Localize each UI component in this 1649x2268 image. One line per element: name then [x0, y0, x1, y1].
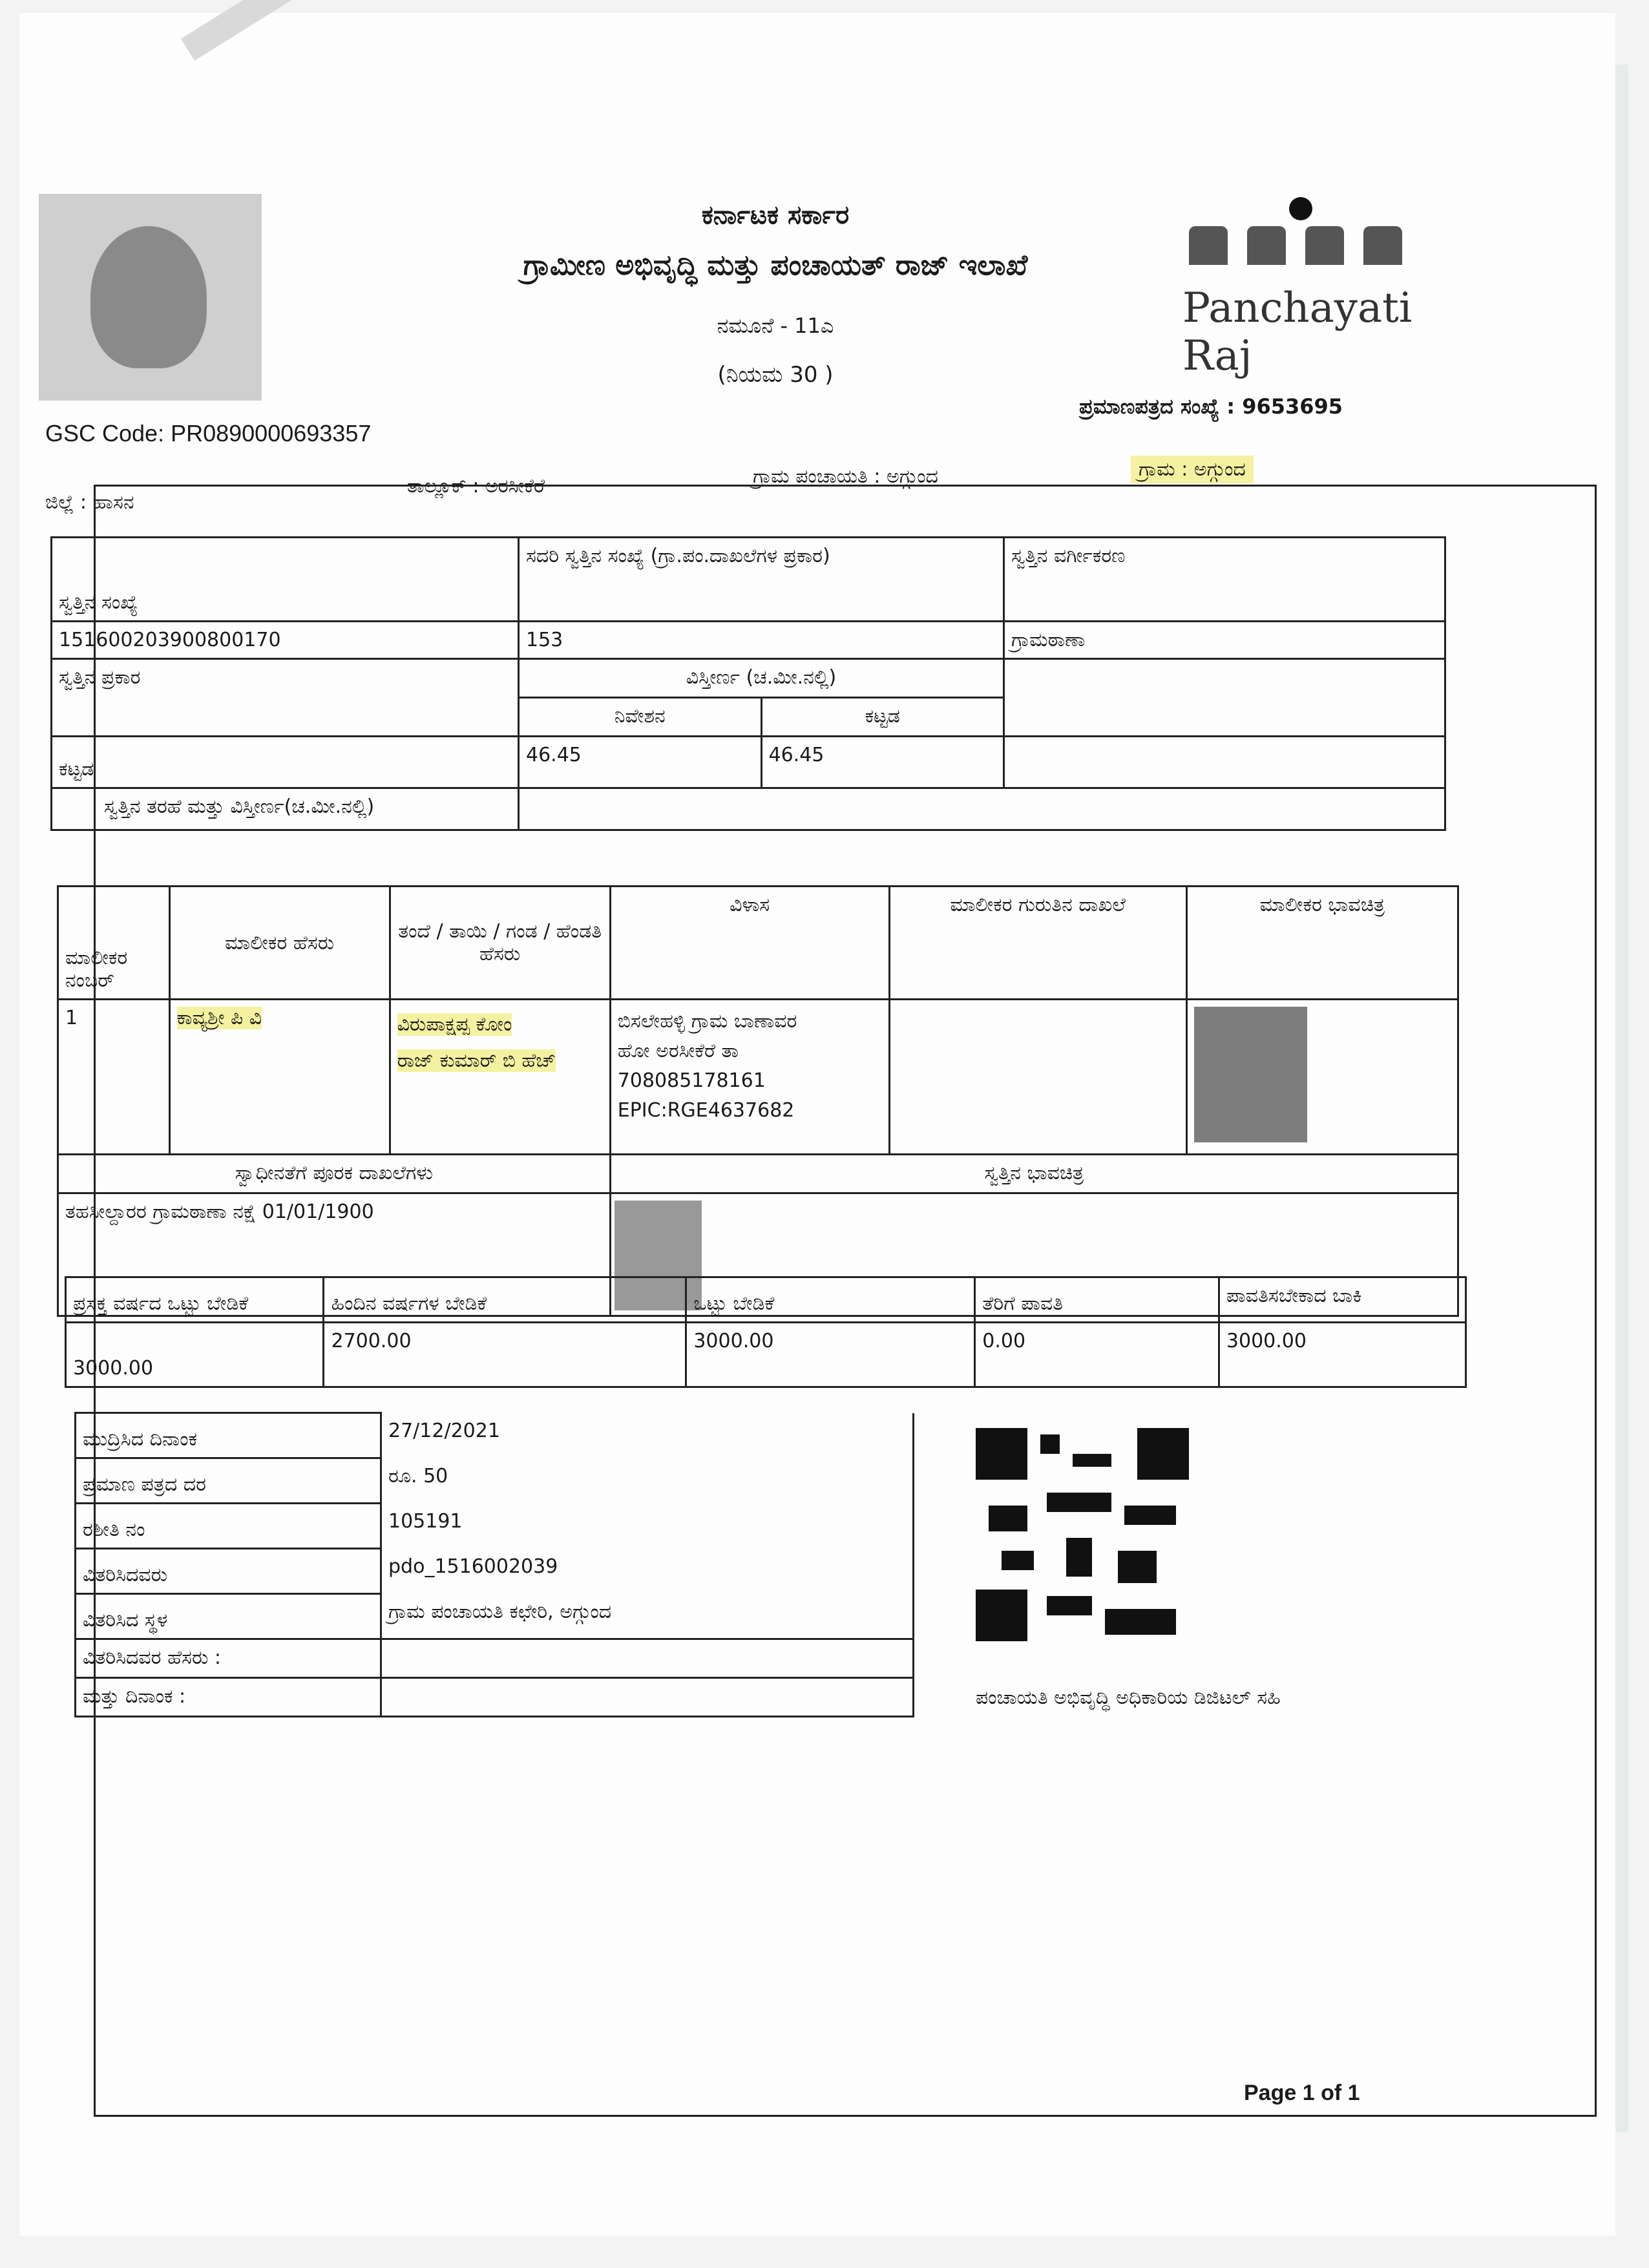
issue-value: pdo_1516002039 — [381, 1549, 914, 1594]
class-label: ಸ್ವತ್ತಿನ ವರ್ಗೀಕರಣ — [1004, 538, 1445, 622]
owner-photo-header: ಮಾಲೀಕರ ಭಾವಚಿತ್ರ — [1186, 887, 1458, 1000]
owner-epic: EPIC:RGE4637682 — [617, 1099, 795, 1122]
address-line-1: ಬಿಸಲೇಹಳ್ಳಿ ಗ್ರಾಮ ಬಾಣಾವರ — [617, 1010, 797, 1033]
gram-panchayat: ಗ್ರಾಮ ಪಂಚಾಯತಿ : ಅಗ್ಗುಂದ — [753, 465, 938, 488]
issue-value: 105191 — [381, 1504, 914, 1549]
owner-table — [57, 885, 1459, 1317]
property-no-value: 151600203900800170 — [52, 622, 519, 659]
page-number: Page 1 of 1 — [1244, 2081, 1360, 2105]
qr-code — [976, 1428, 1189, 1641]
certificate-number: ಪ್ರಮಾಣಪತ್ರದ ಸಂಖ್ಯೆ : 9653695 — [1079, 394, 1343, 419]
tax-header-current: ಪ್ರಸಕ್ತ ವರ್ಷದ ಒಟ್ಟು ಬೇಡಿಕೆ — [66, 1277, 324, 1323]
relation-header: ತಂದೆ / ತಾಯಿ / ಗಂಡ / ಹೆಂಡತಿ ಹೆಸರು — [390, 887, 610, 1000]
owner-no-header: ಮಾಲೀಕರ ನಂಬರ್ — [58, 887, 170, 1000]
form-number: ನಮೂನೆ - 11ಎ — [717, 313, 834, 338]
sadari-value: 153 — [519, 622, 1004, 659]
possession-value: ತಹಸೀಲ್ದಾರರ ಗ್ರಾಮಠಾಣಾ ನಕ್ಷೆ 01/01/1900 — [58, 1193, 611, 1316]
tax-previous: 2700.00 — [324, 1323, 686, 1387]
tax-table — [65, 1276, 1467, 1388]
building-label: ಕಟ್ಟಡ — [761, 698, 1004, 737]
relation-line-2: ರಾಜ್ ಕುಮಾರ್ ಬಿ ಹೆಚ್ — [397, 1049, 556, 1072]
tax-header-total: ಒಟ್ಟು ಬೇಡಿಕೆ — [686, 1277, 975, 1323]
issue-table — [74, 1412, 914, 1717]
area-label: ವಿಸ್ತೀರ್ಣ (ಚ.ಮೀ.ನಲ್ಲಿ) — [519, 659, 1004, 698]
owner-photo-cell — [1186, 1000, 1458, 1155]
tax-total: 3000.00 — [686, 1323, 975, 1387]
issue-value: 27/12/2021 — [381, 1413, 914, 1458]
site-label: ನಿವೇಶನ — [519, 698, 762, 737]
taluk: ತಾಲ್ಲೂಕ್ : ಅರಸೀಕೆರೆ — [407, 475, 545, 498]
property-no-label: ಸ್ವತ್ತಿನ ಸಂಖ್ಯೆ — [52, 538, 519, 622]
digital-signature-note: ಪಂಚಾಯತಿ ಅಭಿವೃದ್ಧಿ ಅಧಿಕಾರಿಯ ಡಿಜಿಟಲ್ ಸಹಿ — [976, 1686, 1281, 1709]
site-value: 46.45 — [519, 737, 762, 788]
issue-label: ವಿತರಿಸಿದವರು — [76, 1549, 381, 1594]
gsc-code: GSC Code: PR0890000693357 — [45, 420, 372, 446]
tax-header-balance: ಪಾವತಿಸಬೇಕಾದ ಬಾಕಿ — [1219, 1277, 1465, 1323]
karnataka-emblem-icon — [39, 194, 262, 401]
id-doc-header: ಮಾಲೀಕರ ಗುರುತಿನ ದಾಖಲೆ — [889, 887, 1186, 1000]
issue-label: ಮುದ್ರಿಸಿದ ದಿನಾಂಕ — [76, 1413, 381, 1458]
owner-number: 1 — [58, 1000, 170, 1155]
owner-name: ಕಾವ್ಯಶ್ರೀ ಪಿ ವಿ — [176, 1007, 262, 1029]
relation-line-1: ವಿರುಪಾಕ್ಷಪ್ಪ ಕೋಂ — [397, 1013, 512, 1036]
property-type-label: ಸ್ವತ್ತಿನ ಪ್ರಕಾರ — [52, 659, 519, 737]
address-header: ವಿಳಾಸ — [610, 887, 889, 1000]
possession-label: ಸ್ವಾಧೀನತೆಗೆ ಪೂರಕ ದಾಖಲೆಗಳು — [58, 1155, 611, 1193]
dept-title: ಗ್ರಾಮೀಣ ಅಭಿವೃದ್ಧಿ ಮತ್ತು ಪಂಚಾಯತ್ ರಾಜ್ ಇಲಾಖೆ — [523, 249, 1028, 282]
empty-cell — [381, 1678, 914, 1717]
tax-header-paid: ತೆರಿಗೆ ಪಾವತಿ — [975, 1277, 1219, 1323]
property-table — [50, 536, 1446, 831]
sadari-label: ಸದರಿ ಸ್ವತ್ತಿನ ಸಂಖ್ಯೆ (ಗ್ರಾ.ಪಂ.ದಾಖಲೆಗಳ ಪ್ರಕಾರ) — [519, 538, 1004, 622]
owner-name-header: ಮಾಲೀಕರ ಹೆಸರು — [169, 887, 390, 1000]
class-value: ಗ್ರಾಮಠಾಣಾ — [1004, 622, 1445, 659]
tax-balance: 3000.00 — [1219, 1323, 1465, 1387]
tax-header-previous: ಹಿಂದಿನ ವರ್ಷಗಳ ಬೇಡಿಕೆ — [324, 1277, 686, 1323]
village: ಗ್ರಾಮ : ಅಗ್ಗುಂದ — [1131, 456, 1254, 483]
govt-title: ಕರ್ನಾಟಕ ಸರ್ಕಾರ — [701, 200, 850, 230]
tax-current: 3000.00 — [66, 1323, 324, 1387]
logo-text: Panchayati Raj — [1182, 284, 1413, 380]
id-doc-value — [889, 1000, 1186, 1155]
building-value: 46.45 — [761, 737, 1004, 788]
property-photo-label: ಸ್ವತ್ತಿನ ಭಾವಚಿತ್ರ — [610, 1155, 1458, 1193]
address-line-2: ಹೋ ಅರಸೀಕೆರೆ ತಾ — [617, 1040, 739, 1062]
issue-value: ರೂ. 50 — [381, 1458, 914, 1504]
issue-label: ರಶೀತಿ ನಂ — [76, 1504, 381, 1549]
issue-label: ಪ್ರಮಾಣ ಪತ್ರದ ದರ — [76, 1458, 381, 1504]
date-label: ಮತ್ತು ದಿನಾಂಕ : — [76, 1678, 381, 1717]
issue-label: ವಿತರಿಸಿದ ಸ್ಥಳ — [76, 1594, 381, 1639]
owner-phone: 708085178161 — [617, 1069, 766, 1092]
district: ಜಿಲ್ಲೆ : ಹಾಸನ — [45, 491, 134, 514]
empty-cell — [1004, 737, 1445, 788]
issue-value: ಗ್ರಾಮ ಪಂಚಾಯತಿ ಕಛೇರಿ, ಅಗ್ಗುಂದ — [381, 1594, 914, 1639]
empty-cell — [1004, 659, 1445, 737]
empty-cell — [519, 788, 1445, 830]
tax-paid: 0.00 — [975, 1323, 1219, 1387]
nature-label: ಸ್ವತ್ತಿನ ತರಹೆ ಮತ್ತು ವಿಸ್ತೀರ್ಣ(ಚ.ಮೀ.ನಲ್ಲಿ) — [52, 788, 519, 830]
property-type-value: ಕಟ್ಟಡ — [52, 737, 519, 788]
rule-number: (ನಿಯಮ 30 ) — [717, 362, 834, 388]
owner-photo — [1194, 1007, 1307, 1142]
empty-cell — [381, 1639, 914, 1678]
receiver-label: ವಿತರಿಸಿದವರ ಹೆಸರು : — [76, 1639, 381, 1678]
